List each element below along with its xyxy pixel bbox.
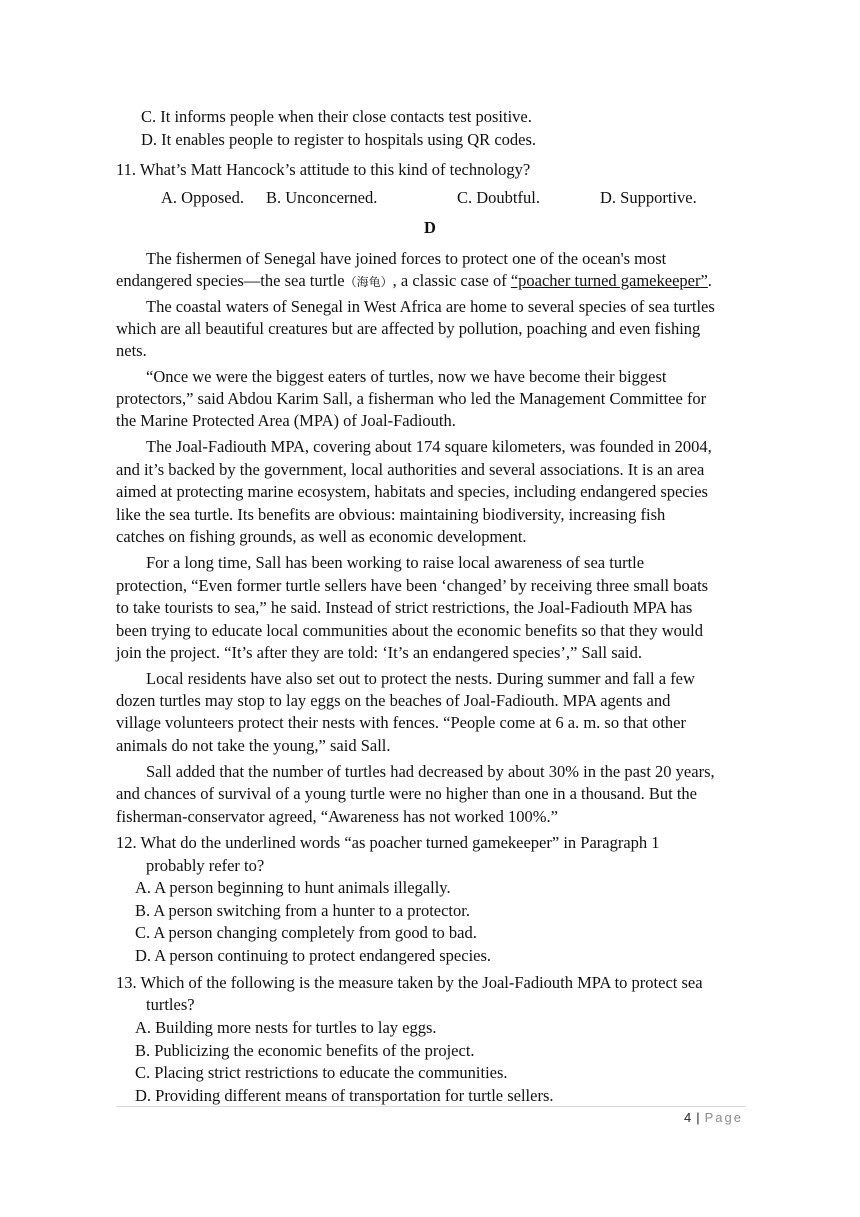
para2-line: which are all beautiful creatures but are affected by pollution, poaching and even fishing bbox=[116, 319, 701, 338]
q10-option-d: D. It enables people to register to hospitals using QR codes. bbox=[141, 130, 537, 149]
q12-option-b: B. A person switching from a hunter to a protector. bbox=[135, 901, 470, 920]
para7-line: and chances of survival of a young turtle were no higher than one in a thousand. But the bbox=[116, 784, 698, 803]
q13-option-d: D. Providing different means of transportation for turtle sellers. bbox=[135, 1086, 554, 1105]
q13-stem-continued: turtles? bbox=[146, 995, 195, 1014]
para1-cjk-gloss: （海龟） bbox=[344, 275, 393, 289]
para4-line: like the sea turtle. Its benefits are obvious: maintaining biodiversity, increasing fish bbox=[116, 505, 666, 524]
para4-line: and it’s backed by the government, local authorities and several associations. It is an area bbox=[116, 460, 705, 479]
para5-line: been trying to educate local communities about the economic benefits so that they would bbox=[116, 621, 703, 640]
para1-underlined-phrase: “poacher turned gamekeeper” bbox=[510, 271, 708, 290]
para7-line: fisherman-conservator agreed, “Awareness has not worked 100%.” bbox=[116, 807, 558, 826]
q11-option-d: D. Supportive. bbox=[600, 188, 697, 207]
para4-line: aimed at protecting marine ecosystem, habitats and species, including endangered species bbox=[116, 482, 708, 501]
q11-option-c: C. Doubtful. bbox=[457, 188, 540, 207]
page-number: 4 bbox=[684, 1110, 692, 1125]
para5-line: protection, “Even former turtle sellers have been ‘changed’ by receiving three small boats bbox=[116, 576, 709, 595]
para5-line: For a long time, Sall has been working to raise local awareness of sea turtle bbox=[146, 553, 645, 572]
q13-option-b: B. Publicizing the economic benefits of the project. bbox=[135, 1041, 475, 1060]
q13-stem: 13. Which of the following is the measure taken by the Joal-Fadiouth MPA to protect sea bbox=[116, 973, 703, 992]
page-footer bbox=[684, 1110, 743, 1125]
para1-text-post: . bbox=[707, 271, 712, 290]
q12-stem: 12. What do the underlined words “as poacher turned gamekeeper” in Paragraph 1 bbox=[116, 833, 660, 852]
section-title: D bbox=[424, 218, 436, 237]
para6-line: dozen turtles may stop to lay eggs on the beaches of Joal-Fadiouth. MPA agents and bbox=[116, 691, 671, 710]
q12-option-c: C. A person changing completely from good to bad. bbox=[135, 923, 477, 942]
q12-stem-continued: probably refer to? bbox=[146, 856, 265, 875]
q13-option-a: A. Building more nests for turtles to lay eggs. bbox=[135, 1018, 437, 1037]
para7-line: Sall added that the number of turtles had decreased by about 30% in the past 20 years, bbox=[146, 762, 715, 781]
para6-line: Local residents have also set out to protect the nests. During summer and fall a few bbox=[146, 669, 695, 688]
para5-line: to take tourists to sea,” he said. Instead of strict restrictions, the Joal-Fadiouth MPA has bbox=[116, 598, 693, 617]
page-label: Page bbox=[704, 1110, 743, 1125]
footer-divider bbox=[116, 1106, 746, 1107]
para1-text-pre: endangered species—the sea turtle bbox=[116, 271, 345, 290]
q10-option-c: C. It informs people when their close contacts test positive. bbox=[141, 107, 532, 126]
para2-line: nets. bbox=[116, 341, 147, 360]
q11-option-a: A. Opposed. bbox=[161, 188, 244, 207]
para1-text-mid: , a classic case of bbox=[392, 271, 511, 290]
q11-option-b: B. Unconcerned. bbox=[266, 188, 378, 207]
para4-line: The Joal-Fadiouth MPA, covering about 174 square kilometers, was founded in 2004, bbox=[146, 437, 712, 456]
footer-separator: | bbox=[696, 1110, 700, 1125]
para4-line: catches on fishing grounds, as well as economic development. bbox=[116, 527, 527, 546]
para3-line: “Once we were the biggest eaters of turtles, now we have become their biggest bbox=[146, 367, 667, 386]
para3-line: the Marine Protected Area (MPA) of Joal-Fadiouth. bbox=[116, 411, 456, 430]
q13-option-c: C. Placing strict restrictions to educate the communities. bbox=[135, 1063, 508, 1082]
para5-line: join the project. “It’s after they are told: ‘It’s an endangered species’,” Sall said. bbox=[116, 643, 642, 662]
q12-option-a: A. A person beginning to hunt animals illegally. bbox=[135, 878, 451, 897]
q11-stem: 11. What’s Matt Hancock’s attitude to this kind of technology? bbox=[116, 160, 531, 179]
para3-line: protectors,” said Abdou Karim Sall, a fisherman who led the Management Committee for bbox=[116, 389, 707, 408]
para1-line1: The fishermen of Senegal have joined forces to protect one of the ocean's most bbox=[146, 249, 667, 268]
para1-line2 bbox=[116, 270, 712, 293]
para6-line: village volunteers protect their nests with fences. “People come at 6 a. m. so that other bbox=[116, 713, 686, 732]
q12-option-d: D. A person continuing to protect endangered species. bbox=[135, 946, 492, 965]
para2-line: The coastal waters of Senegal in West Africa are home to several species of sea turtles bbox=[146, 297, 715, 316]
para6-line: animals do not take the young,” said Sall. bbox=[116, 736, 391, 755]
